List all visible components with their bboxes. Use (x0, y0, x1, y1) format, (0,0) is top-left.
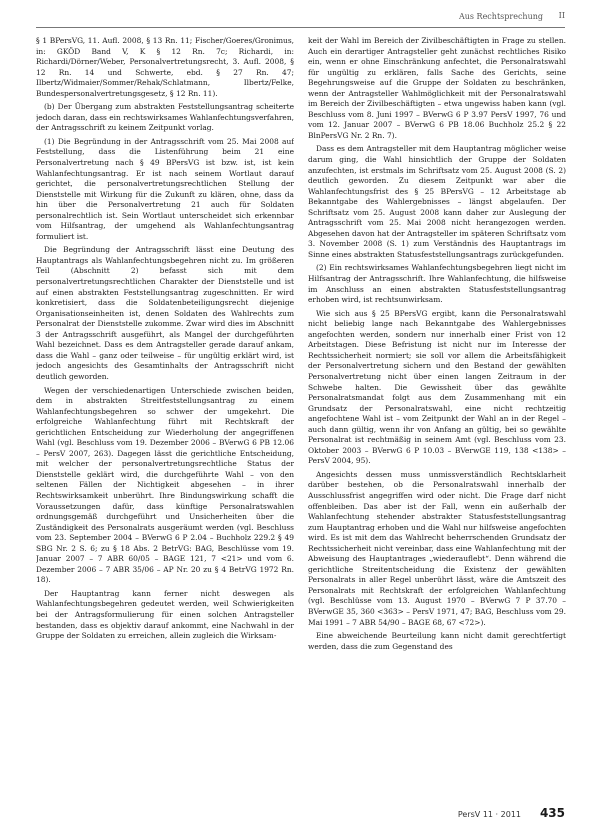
right-paragraph-3: (2) Ein rechtswirksames Wahlanfechtungsbegehren liegt nicht im Hilfsantrag der Antragsschrift. Ihre Wahlanfechtung, die hilfsweise im Anschluss an einen abstrakten Statusfeststellungsantrag erhoben wird, ist rechtsunwirksam. (308, 263, 566, 305)
right-paragraph-4: Wie sich aus § 25 BPersVG ergibt, kann die Personalratswahl nicht beliebig lange nach Bekanntgabe des Wahlergebnisses angefochten werden, sondern nur innerhalb einer Frist von 12 Arbeitstagen. Diese Befristung ist nicht nur im Interesse der Rechtssicherheit normiert; sie soll vor allem die Arbeitsfähigkeit der Personalvertretung sichern und den Bestand der gewählten Personalvertretung nicht über einen langen Zeitraum in der Schwebe halten. Die Gewissheit über das gewählte Personalratsmandat folgt aus dem Zusammenhang mit ein Grundsatz der Personalratswahl, eine nicht rechtzeitig angefochtene Wahl ist – vom Zeitpunkt der Wahl an in der Regel – auch dann gültig, wenn ihr von Anfang an gültig, bei so gewählte Personalrat ist rechtmäßig in seinem Amt (vgl. Beschluss vom 23. Oktober 2003 – BVerwG 6 P 10.03 – BVerwGE 119, 138 <138> – PersV 2004, 95). (308, 308, 566, 466)
left-paragraph-6: Der Hauptantrag kann ferner nicht deswegen als Wahlanfechtungsbegehren gedeutet werden, weil Schwierigkeiten bei der Antragsformulierung für einen solchen Antragsteller bestanden, dass es objektiv darauf ankommt, eine Nachwahl in der Gruppe der Soldaten zu erreichen, allein zugleich die Wirksam- (36, 588, 294, 641)
running-title: Aus Rechtsprechung (458, 12, 543, 21)
right-paragraph-2: Dass es dem Antragsteller mit dem Hauptantrag möglicher weise darum ging, die Wahl hinsichtlich der Gruppe der Soldaten anzufechten, ist erstmals im Schriftsatz vom 25. August 2008 (S. 2) deutlich geworden. Zu diesem Zeitpunkt war aber die Wahlanfechtungsfrist des § 25 BPersVG – 12 Arbeitstage ab Bekanntgabe des Wahlergebnisses – längst abgelaufen. Der Schriftsatz vom 25. August 2008 kann daher zur Auslegung der Antragsschrift vom 25. Mai 2008 nicht herangezogen werden. Abgesehen davon hat der Antragsteller im späteren Schriftsatz vom 3. November 2008 (S. 1) zum Verständnis des Hauptantrags im Sinne eines abstrakten Statusfeststellungsantrags zurückgefunden. (308, 144, 566, 259)
right-paragraph-6: Eine abweichende Beurteilung kann nicht damit gerechtfertigt werden, dass die zum Gegenstand des (308, 631, 566, 651)
journal-issue: PersV 11 · 2011 (457, 810, 521, 819)
left-paragraph-1: § 1 BPersVG, 11. Aufl. 2008, § 13 Rn. 11; Fischer/Goeres/Gronimus, in: GKÖD Band V, K § 12 Rn. 7c; Richardi, in: Richardi/Dörner/Weber, Personalvertretungsrecht, 3. Aufl. 2008, § 12 Rn. 14 und Schwerte, ebd. § 27 Rn. 47; Ilbertz/Widmaier/Sommer/Rehak/Schlatmann, Ilbertz/Felke, Bundespersonalvertretungsgesetz, § 12 Rn. 11). (36, 36, 294, 98)
right-paragraph-5: Angesichts dessen muss unmissverständlich Rechtsklarheit darüber bestehen, ob die Personalratswahl innerhalb der Ausschlussfrist angegriffen wird oder nicht. Die Frage darf nicht offenbleiben. Das aber ist der Fall, wenn ein außerhalb der Wahlanfechtung stehender abstrakter Statusfeststellungsantrag zum Hauptantrag erhoben und die Wahl nur hilfsweise angefochten wird. Es ist mit dem das Wahlrecht beherrschenden Grundsatz der Rechtssicherheit nicht vereinbar, dass eine Wahlanfechtung mit der Abweisung des Hauptantrages „wiederauflebt“. Denn während die gerichtliche Streitentscheidung die Existenz der gewählten Personalrats in aller Regel unberührt lässt, wäre die Amtszeit des Personalrats mit Rechtskraft der erfolgreichen Wahlanfechtung (vgl. Beschlüsse vom 13. August 1970 – BVerwG 7 P 37.70 – BVerwGE 35, 360 <363> – PersV 1971, 47; BAG, Beschluss vom 29. Mai 1991 – 7 ABR 54/90 – BAGE 68, 67 <72>). (308, 469, 566, 627)
left-column (36, 36, 294, 801)
left-paragraph-5: Wegen der verschiedenartigen Unterschiede zwischen beiden, dem in abstrakten Streitfeststellungsantrag zu einem Wahlanfechtungsbegehren so schwer der umgekehrt. Die erfolgreiche Wahlanfechtung führt mit Rechtskraft der gerichtlichen Entscheidung zur Wiederholung der angegriffenen Wahl (vgl. Beschluss vom 19. Dezember 2006 – BVerwG 6 PB 12.06 – PersV 2007, 263). Dagegen lässt die gerichtliche Entscheidung, mit welcher der personalvertretungsrechtliche Status der Dienststelle geklärt wird, die durchgeführte Wahl – von den seltenen Fällen der Nichtigkeit abgesehen – in ihrer Rechtswirksamkeit unberührt. Ihre Bindungswirkung schafft die Voraussetzungen dafür, dass künftige Personalratswahlen ordnungsgemäß durchgeführt und Unsicherheiten über die Zuständigkeit des Personalrats ausgeräumt werden (vgl. Beschluss vom 23. September 2004 – BVerwG 6 P 2.04 – Buchholz 229.2 § 49 SBG Nr. 2 S. 6; zu § 18 Abs. 2 BetrVG: BAG, Beschlüsse vom 19. Januar 2007 – 7 ABR 60/05 – BAGE 121, 7 <21> und vom 6. Dezember 2006 – 7 ABR 35/06 – AP Nr. 20 zu § 4 BetrVG 1972 Rn. 18). (36, 385, 294, 585)
left-paragraph-2: (b) Der Übergang zum abstrakten Feststellungsantrag scheiterte jedoch daran, dass ein rechtswirksames Wahlanfechtungsverfahren, der Antragsschrift zu keinem Zeitpunkt vorlag. (36, 102, 294, 133)
page-header (36, 10, 565, 30)
header-rule (36, 27, 565, 28)
right-paragraph-1: keit der Wahl im Bereich der Zivilbeschäftigten in Frage zu stellen. Auch ein derartiger Antragsteller geht zunächst rechtliches Risiko ein, wenn er ohne Einschränkung anfechtet, die Personalratswahl für ungültig zu erklären, falls Sache des Gerichts, seine Begehrungsweise auf die Gruppe der Soldaten zu beschränken, wenn der Antragsteller Wahlmöglichkeit mit der Personalratswahl im Bereich der Zivilbeschäftigten – etwa ungewiss haben kann (vgl. Beschluss vom 8. Juni 1997 – BVerwG 6 P 3.97 PersV 1997, 76 und vom 12. Januar 2007 – BVerwG 6 PB 18.06 Buchholz 25.2 § 22 BlnPersVG Nr. 2 Rn. 7). (308, 36, 566, 140)
page-number: 435 (539, 806, 565, 820)
header-page-marker: II (558, 11, 565, 20)
right-column (308, 36, 566, 801)
text-columns (36, 36, 567, 801)
left-paragraph-3: (1) Die Begründung in der Antragsschrift vom 25. Mai 2008 auf Feststellung, dass die Listenführung beim 21 eine Personalvertretung nach § 49 BPersVG ist bzw. ist, ist kein Wahlanfechtungsantrag. Er ist nach seinem Wortlaut darauf gerichtet, die personalvertretungsrechtlichen Stellung der Dienststelle mit Wirkung für die Zukunft zu klären, ohne, dass da hin über die Personalvertretung 21 auch für Soldaten personalrechtlich ist. Sein Wortlaut unterscheidet sich erkennbar vom Hilfsantrag, der umgehend als Wahlanfechtungsantrag formuliert ist. (36, 136, 294, 241)
page-footer (36, 806, 565, 824)
left-paragraph-4: Die Begründung der Antragsschrift lässt eine Deutung des Hauptantrags als Wahlanfechtungsbegehren nicht zu. Im größeren Teil (Abschnitt 2) befasst sich mit dem personalvertretungsrechtlichen Charakter der Dienststelle und ist auf einen abstrakten Feststellungsantrag zugeschnitten. Er wird konkretisiert, dass die Soldatenbeteiligungsrecht diejenige Organisationseinheiten ist, denen Soldaten des Wahlrechts zum Personalrat der Dienststelle zukomme. Zwar wird dies im Abschnitt 3 der Antragsschrift ausgeführt, als Mangel der durchgeführten Wahl bezeichnet. Dass es dem Antragsteller gerade darauf ankam, dass die Wahl – ganz oder teilweise – für ungültig erklärt wird, ist jedoch angesichts des Gesamtinhalts der Antragsschrift nicht deutlich geworden. (36, 245, 294, 381)
